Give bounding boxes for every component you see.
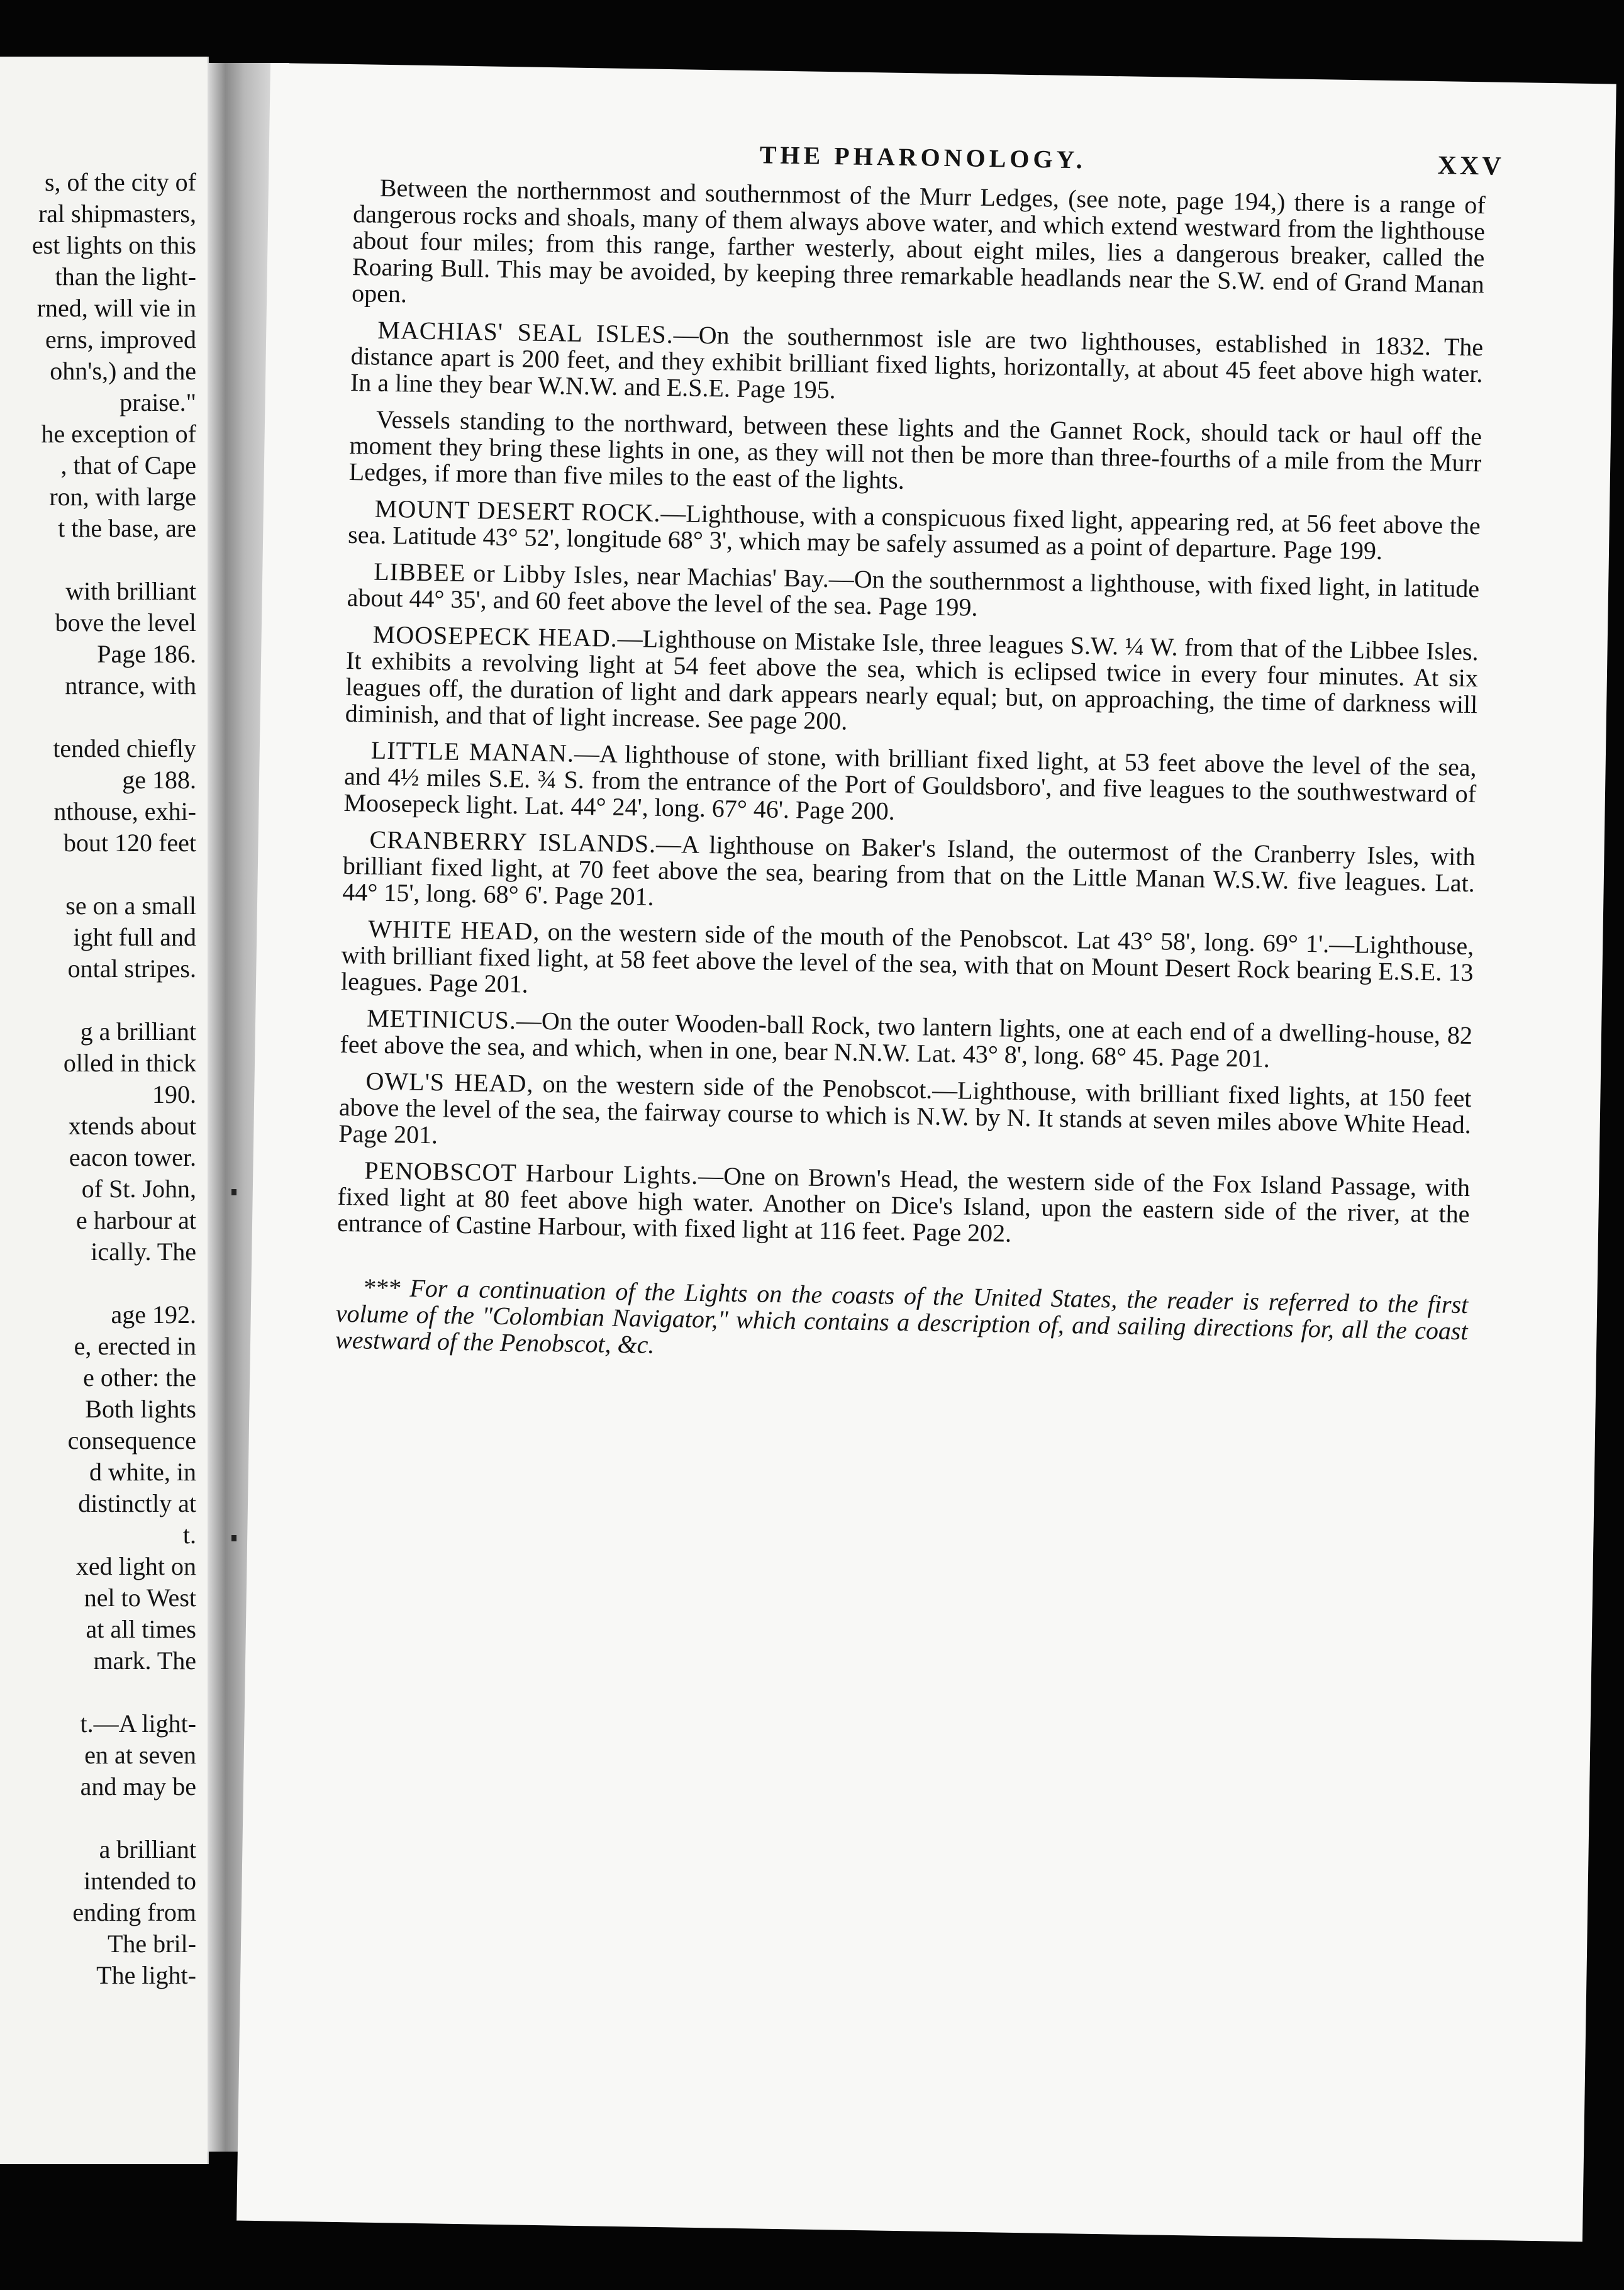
- paragraph-machias-seal-isles: MACHIAS' SEAL ISLES.—On the southernmost isle are two lighthouses, established in 1832. The distance apart is 200 feet, and they exhibit brilliant fixed lights, horizontally, at about 45 feet above high water. In a line they bear W.N.W. and E.S.E. Page 195.: [350, 315, 1484, 405]
- paragraph-moosepeck-head: MOOSEPECK HEAD.—Lighthouse on Mistake Isle, three leagues S.W. ¼ W. from that of the Libbee Isles. It exhibits a revolving light at 54 feet above the sea, which is eclipsed twice in every four minutes. At six leagues off, the duration of light and dark appears nearly equal; but, on approaching, the time of darkness will diminish, and that of light increase. See page 200.: [345, 620, 1479, 735]
- left-page-line: xed light on: [75, 1552, 196, 1580]
- left-page-line: est lights on this: [31, 231, 196, 259]
- left-page-line: ending from: [72, 1898, 196, 1926]
- left-page-line: at all times: [86, 1615, 196, 1643]
- left-page-line: mark. The: [93, 1646, 196, 1675]
- left-page-line: with brilliant: [65, 577, 196, 605]
- left-page-line: olled in thick: [63, 1049, 196, 1077]
- margin-mark: [231, 1189, 236, 1195]
- paragraph-murr-ledges: Between the northernmost and southernmost of the Murr Ledges, (see note, page 194,) there is a range of dangerous rocks and shoals, many of them always above water, and which extend westward from the lighthouse about four miles; from this range, farther westerly, about eight miles, lies a dangerous breaker, called the Roaring Bull. This may be avoided, by keeping three remarkable headlands near the S.W. end of Grand Manan open.: [351, 173, 1486, 308]
- left-page-line: e harbour at: [75, 1206, 196, 1234]
- left-page-line: nthouse, exhi-: [53, 797, 196, 825]
- left-page-line: , that of Cape: [60, 451, 196, 479]
- left-page-line: s, of the city of: [44, 168, 196, 196]
- left-page-line: nel to West: [84, 1583, 196, 1612]
- left-page-line: tended chiefly: [53, 734, 196, 762]
- left-page-line: bove the level: [55, 608, 196, 637]
- paragraph-little-manan: LITTLE MANAN.—A lighthouse of stone, with brilliant fixed light, at 53 feet above the level of the sea, and 4½ miles S.E. ¾ S. from the entrance of the Port of Gouldsboro', and five leagues to the southwestward of Moosepeck light. Lat. 44° 24', long. 67° 46'. Page 200.: [343, 735, 1477, 825]
- left-page-line: t.: [182, 1521, 196, 1549]
- left-page-line: e, erected in: [74, 1332, 196, 1360]
- left-page-line: d white, in: [89, 1458, 196, 1486]
- left-page-line: age 192.: [111, 1300, 196, 1329]
- left-page-line: e other: the: [83, 1363, 196, 1392]
- left-page-line: g a brilliant: [80, 1017, 196, 1046]
- paragraph-penobscot-harbour: PENOBSCOT Harbour Lights.—One on Brown's Head, the western side of the Fox Island Passage, with fixed light at 80 feet above high water. Another on Dice's Island, upon the eastern side of the river, at the entrance of Castine Harbour, with fixed light at 116 feet. Page 202.: [336, 1156, 1471, 1248]
- paragraph-owls-head: OWL'S HEAD, on the western side of the Penobscot.—Lighthouse, with brilliant fixed lights, at 150 feet above the level of the sea, the fairway course to which is N.W. by N. It stands at seven miles above White Head. Page 201.: [338, 1066, 1472, 1149]
- running-head: THE PHARONOLOGY.: [759, 140, 1087, 174]
- left-page-line: and may be: [80, 1772, 196, 1801]
- page-number: XXV: [1437, 151, 1505, 181]
- left-page-line: en at seven: [84, 1741, 196, 1769]
- left-page-line: se on a small: [65, 891, 196, 920]
- footnote: *** For a continuation of the Lights on the coasts of the United States, the reader is referred to the first volume of the "Colombian Navigator," which contains a description of, and sailing directions for, all the coast westward of the Penobscot, &c.: [335, 1273, 1469, 1359]
- left-page-line: consequence: [67, 1426, 196, 1455]
- left-page-line: ge 188.: [122, 766, 196, 794]
- left-page-line: ohn's,) and the: [50, 357, 196, 385]
- margin-mark: [231, 1535, 236, 1541]
- left-page-line: t.—A light-: [80, 1709, 196, 1738]
- left-page-line: ically. The: [91, 1237, 196, 1266]
- left-page-line: eacon tower.: [69, 1143, 196, 1171]
- paragraph-white-head: WHITE HEAD, on the western side of the mouth of the Penobscot. Lat 43° 58', long. 69° 1'.—Lighthouse, with brilliant fixed light, at 58 feet above the level of the sea, with that on Mount Desert Rock bearing E.S.E. 13 leagues. Page 201.: [340, 914, 1474, 998]
- left-page-line: ntrance, with: [65, 671, 196, 700]
- left-page-line: erns, improved: [45, 325, 196, 354]
- left-page-line: xtends about: [68, 1112, 196, 1140]
- left-page-line: than the light-: [55, 262, 196, 291]
- left-page-line: Both lights: [85, 1395, 196, 1423]
- left-page-line: a brilliant: [99, 1835, 196, 1863]
- left-page-line: intended to: [84, 1867, 196, 1895]
- left-page-line: he exception of: [41, 420, 196, 448]
- left-page-line: rned, will vie in: [36, 294, 196, 322]
- left-page-line: t the base, are: [58, 514, 196, 542]
- left-page-line: Page 186.: [97, 640, 196, 668]
- left-page-line: distinctly at: [78, 1489, 196, 1517]
- left-page-line: ral shipmasters,: [38, 199, 196, 228]
- paragraph-mount-desert-rock: MOUNT DESERT ROCK.—Lighthouse, with a conspicuous fixed light, appearing red, at 56 feet above the sea. Latitude 43° 52', longitude 68° 3', which may be safely assumed as a point of departure. Page 199.: [347, 494, 1481, 565]
- left-page-line: ontal stripes.: [67, 954, 196, 983]
- left-page-line: The light-: [96, 1961, 196, 1989]
- left-page-line: The bril-: [107, 1930, 196, 1958]
- paragraph-vessels-standing: Vessels standing to the northward, between these lights and the Gannet Rock, should tack or haul off the moment they bring these lights in one, as they will not then be more than three-fourths of a mile from the Murr Ledges, if more than five miles to the east of the lights.: [348, 405, 1482, 494]
- text-body: [335, 174, 1486, 1396]
- left-page-line: praise.": [120, 388, 196, 416]
- left-page-line: ron, with large: [49, 483, 196, 511]
- left-page-line: ight full and: [73, 923, 196, 951]
- paragraph-metinicus: METINICUS.—On the outer Wooden-ball Rock, two lantern lights, one at each end of a dwelling-house, 82 feet above the sea, and which, when in one, bear N.N.W. Lat. 43° 8', long. 68° 45. Page 201.: [340, 1003, 1473, 1073]
- paragraph-libbee-isles: LIBBEE or Libby Isles, near Machias' Bay.—On the southernmost a lighthouse, with fixed light, in latitude about 44° 35', and 60 feet above the level of the sea. Page 199.: [347, 557, 1480, 622]
- left-page-line: of St. John,: [81, 1175, 196, 1203]
- paragraph-cranberry-islands: CRANBERRY ISLANDS.—A lighthouse on Baker's Island, the outermost of the Cranberry Isles, with brilliant fixed light, at 70 feet above the sea, bearing from that on the Little Manan W.S.W. five leagues. Lat. 44° 15', long. 68° 6'. Page 201.: [342, 825, 1476, 911]
- right-page: [236, 63, 1616, 2242]
- left-page-line: 190.: [152, 1080, 196, 1109]
- left-page-fragment: [0, 57, 209, 2164]
- left-page-line: bout 120 feet: [63, 829, 196, 857]
